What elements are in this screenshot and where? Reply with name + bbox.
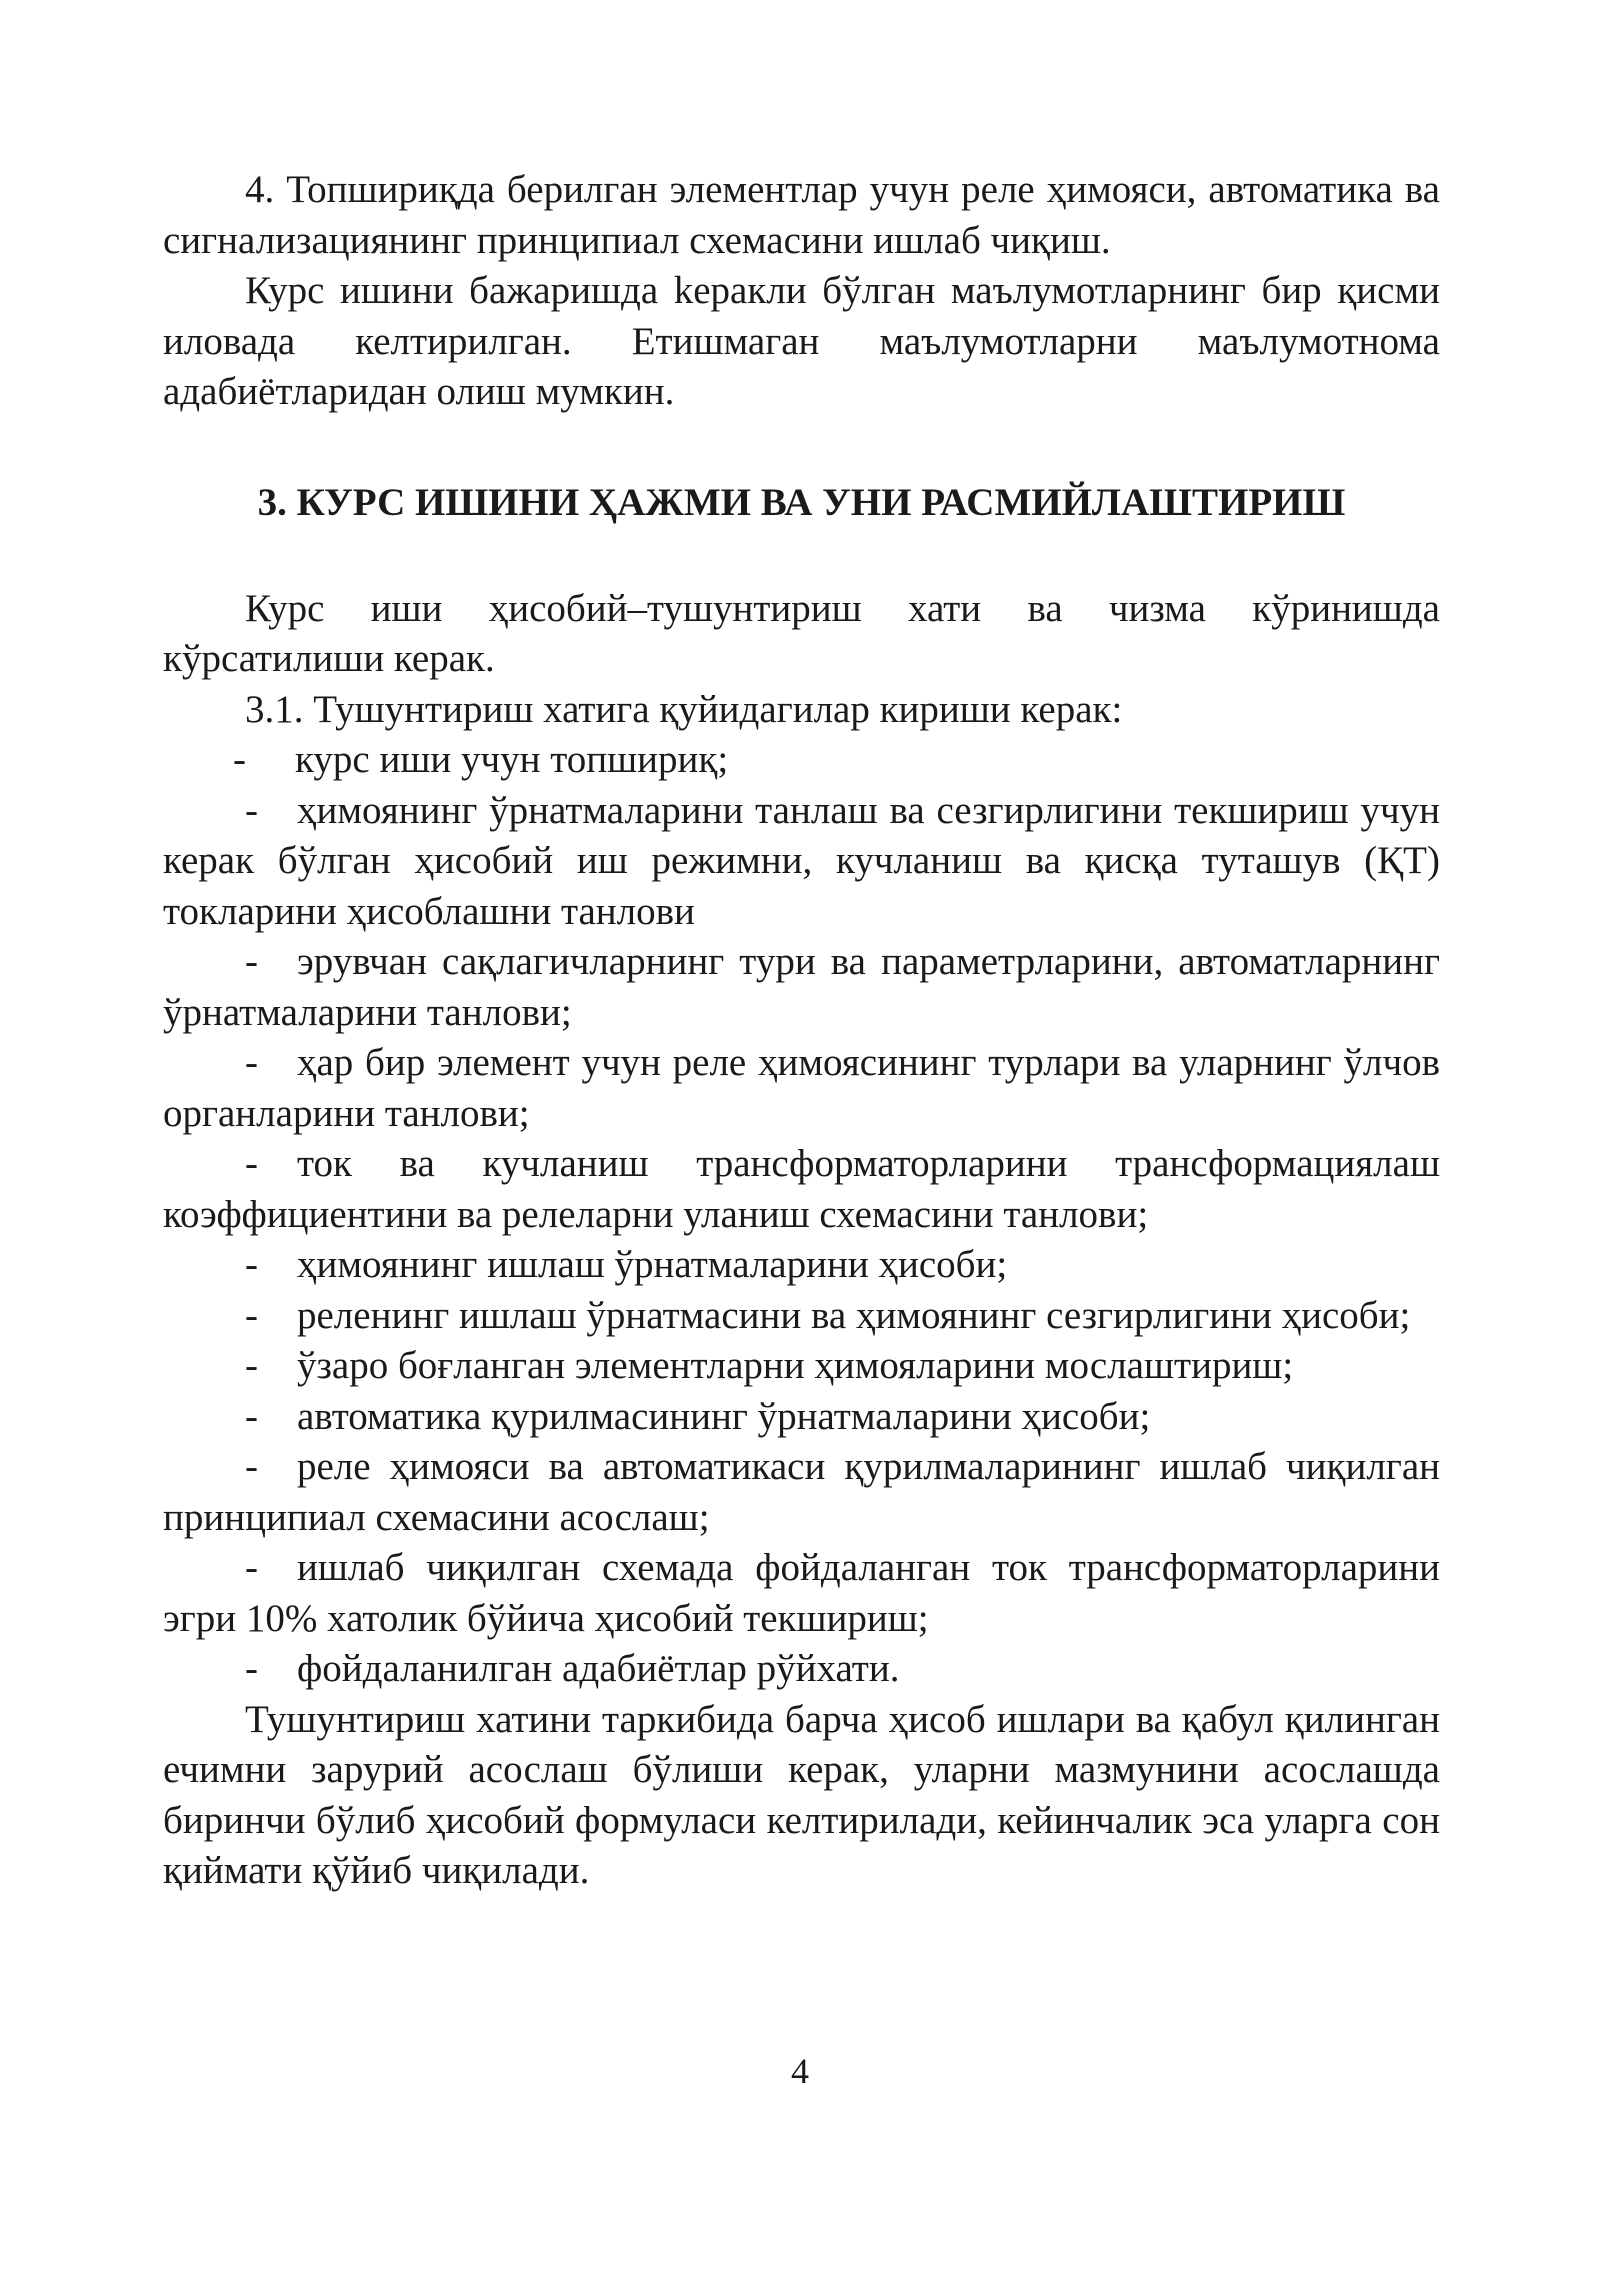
list-item [163, 1644, 1440, 1695]
page-number: 4 [791, 2051, 809, 2091]
list-item [163, 1038, 1440, 1139]
section-heading: 3. КУРС ИШИНИ ҲАЖМИ ВА УНИ РАСМИЙЛАШТИРИШ [257, 480, 1346, 524]
list-item-text: ҳимоянинг ишлаш ўрнатмаларини ҳисоби; [297, 1243, 1008, 1286]
dash-marker: - [245, 1394, 258, 1438]
list-item-text: ҳимоянинг ўрнатмаларини танлаш ва сезгирлигини текшириш учун керак бўлган ҳисобий иш режимни, кучланиш ва қисқа туташув (ҚТ) токларини ҳисоблашни танлови [163, 788, 1440, 933]
list-item [163, 1543, 1440, 1644]
intro-paragraph-2: Курс ишини бажаришда keракли бўлган маълумотларнинг бир қисми иловада келтирилган. Етишмаган маълумотларни маълумотнома адабиётларидан олиш мумкин. [163, 269, 1440, 413]
list-item-text: фойдаланилган адабиётлар рўйхати. [297, 1647, 900, 1690]
dash-marker: - [245, 788, 258, 832]
section-paragraph-1: Курс иши ҳисобий–тушунтириш хати ва чизма кўринишда кўрсатилиши керак. [163, 586, 1440, 680]
list-item [163, 937, 1440, 1038]
list-item-text: ток ва кучланиш трансформаторларини трансформациялаш коэффициентини ва релеларни уланиш схемасини танлови; [163, 1142, 1440, 1236]
dash-marker: - [245, 1041, 258, 1084]
dash-marker: - [245, 1546, 258, 1589]
list-item-text: курс иши учун топшириқ; [295, 738, 729, 781]
requirements-list [163, 735, 1440, 1695]
dash-marker: - [245, 1647, 258, 1690]
dash-marker: - [245, 1243, 258, 1286]
list-item [163, 1392, 1440, 1443]
list-item [163, 786, 1440, 938]
list-item [163, 1442, 1440, 1543]
list-item-text: ҳар бир элемент учун реле ҳимоясининг турлари ва уларнинг ўлчов органларини танлови; [163, 1041, 1440, 1135]
section-paragraph-2: 3.1. Тушунтириш хатига қуйидагилар кириши керак: [245, 687, 1123, 731]
list-item [163, 735, 1440, 786]
list-item [163, 1240, 1440, 1291]
list-item [163, 1291, 1440, 1342]
list-item-text: эрувчан сақлагичларнинг тури ва параметрларини, автоматларнинг ўрнатмаларини танлови; [163, 940, 1440, 1034]
intro-paragraph-1: 4. Топшириқда берилган элементлар учун реле ҳимояси, автоматика ва сигнализациянинг принципиал схемасини ишлаб чиқиш. [163, 168, 1440, 262]
list-item-text: реленинг ишлаш ўрнатмасини ва ҳимоянинг сезгирлигини ҳисоби; [297, 1293, 1411, 1337]
dash-marker: - [245, 1344, 258, 1387]
list-item-text: реле ҳимояси ва автоматикаси қурилмаларининг ишлаб чиқилган принципиал схемасини асослаш; [163, 1445, 1440, 1539]
dash-marker: - [245, 940, 258, 983]
list-item-text: ўзаро боғланган элементларни ҳимояларини мослаштириш; [297, 1344, 1294, 1387]
list-item [163, 1139, 1440, 1240]
list-item-text: ишлаб чиқилган схемада фойдаланган ток трансформаторларини эгри 10% хатолик бўйича ҳисобий текшириш; [163, 1546, 1440, 1640]
dash-marker: - [245, 1445, 258, 1488]
list-item-text: автоматика қурилмасининг ўрнатмаларини ҳисоби; [297, 1394, 1151, 1438]
dash-marker: - [245, 1293, 258, 1337]
section-paragraph-3: Тушунтириш хатини таркибида барча ҳисоб ишлари ва қабул қилинган ечимни зарурий асослаш бўлиши керак, уларни мазмунини асослашда биринчи бўлиб ҳисобий формуласи келтирилади, кейинчалик эса уларга сон қиймати қўйиб чиқилади. [163, 1697, 1440, 1892]
dash-marker: - [245, 1142, 258, 1185]
dash-marker: - [233, 738, 246, 781]
document-page [163, 165, 1440, 1897]
list-item [163, 1341, 1440, 1392]
